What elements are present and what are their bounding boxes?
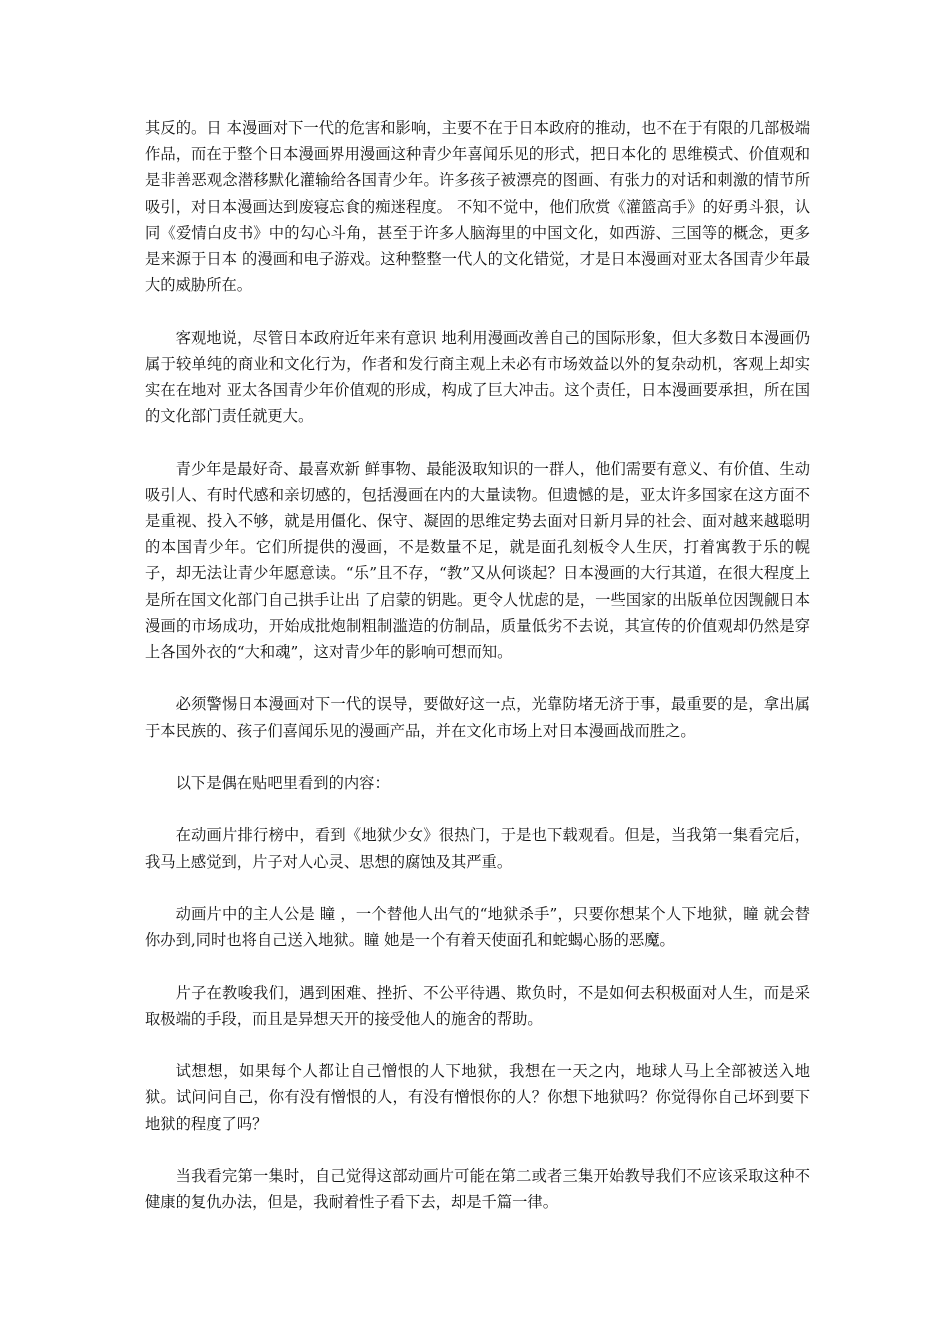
- paragraph: 以下是偶在贴吧里看到的内容：: [175, 774, 390, 793]
- paragraph: 必须警惕日本漫画对下一代的误导，要做好这一点，光靠防堵无济于事，最重要的是，拿出属于本民族的、孩子们喜闻乐见的漫画产品，并在文化市场上对日本漫画战而胜之。: [145, 695, 810, 740]
- paragraph: 片子在教唆我们，遇到困难、挫折、不公平待遇、欺负时，不是如何去积极面对人生，而是采取极端的手段，而且是异想天开的接受他人的施舍的帮助。: [145, 983, 810, 1028]
- paragraph: 当我看完第一集时，自己觉得这部动画片可能在第二或者三集开始教导我们不应该采取这种不健康的复仇办法，但是，我耐着性子看下去，却是千篇一律。: [145, 1166, 810, 1212]
- document-body: [145, 115, 810, 1242]
- paragraph: 青少年是最好奇、最喜欢新 鲜事物、最能汲取知识的一群人，他们需要有意义、有价值、生动吸引人、有时代感和亲切感的，包括漫画在内的大量读物。但遗憾的是，亚太许多国家在这方面不 是重视、投入不够，就是用僵化、保守、凝固的思维定势去面对日新月异的社会、面对越来越聪明的本国青少年。它们所提供的漫画，不是数量不足，就是面孔刻板令人生厌，打着寓教于乐的幌子，却无法让青少年愿意读。“乐”且不存，“教”又从何谈起？日本漫画的大行其道，在很大程度上是所在国文化部门自己拱手让出 了启蒙的钥匙。更令人忧虑的是，一些国家的出版单位因觊觎日本漫画的市场成功，开始成批炮制粗制滥造的仿制品，质量低劣不去说，其宣传的价值观却仍然是穿 上各国外衣的“大和魂”，这对青少年的影响可想而知。: [145, 459, 810, 662]
- paragraph: 客观地说，尽管日本政府近年来有意识 地利用漫画改善自己的国际形象，但大多数日本漫画仍属于较单纯的商业和文化行为，作者和发行商主观上未必有市场效益以外的复杂动机，客观上却实实在在地对 亚太各国青少年价值观的形成，构成了巨大冲击。这个责任，日本漫画要承担，所在国的文化部门责任就更大。: [145, 328, 810, 426]
- paragraph: 其反的。日 本漫画对下一代的危害和影响，主要不在于日本政府的推动，也不在于有限的几部极端作品，而在于整个日本漫画界用漫画这种青少年喜闻乐见的形式，把日本化的 思维模式、价值观和是非善恶观念潜移默化灌输给各国青少年。许多孩子被漂亮的图画、有张力的对话和刺激的情节所吸引，对日本漫画达到废寝忘食的痴迷程度。 不知不觉中，他们欣赏《灌篮高手》的好勇斗狠，认同《爱情白皮书》中的勾心斗角，甚至于许多人脑海里的中国文化，如西游、三国等的概念，更多是来源于日本 的漫画和电子游戏。这种整整一代人的文化错觉，才是日本漫画对亚太各国青少年最大的威胁所在。: [145, 119, 810, 295]
- paragraph: 在动画片排行榜中，看到《地狱少女》很热门，于是也下载观看。但是，当我第一集看完后，我马上感觉到，片子对人心灵、思想的腐蚀及其严重。: [145, 826, 810, 871]
- paragraph: 动画片中的主人公是 瞳 ，一个替他人出气的“地狱杀手”，只要你想某个人下地狱，瞳 就会替你办到,同时也将自己送入地狱。瞳 她是一个有着天使面孔和蛇蝎心肠的恶魔。: [145, 905, 810, 950]
- paragraph: 试想想，如果每个人都让自己憎恨的人下地狱，我想在一天之内，地球人马上全部被送入地狱。试问问自己，你有没有憎恨的人，有没有憎恨你的人？你想下地狱吗？你觉得你自己坏到要下地狱的程度了吗？: [145, 1062, 810, 1133]
